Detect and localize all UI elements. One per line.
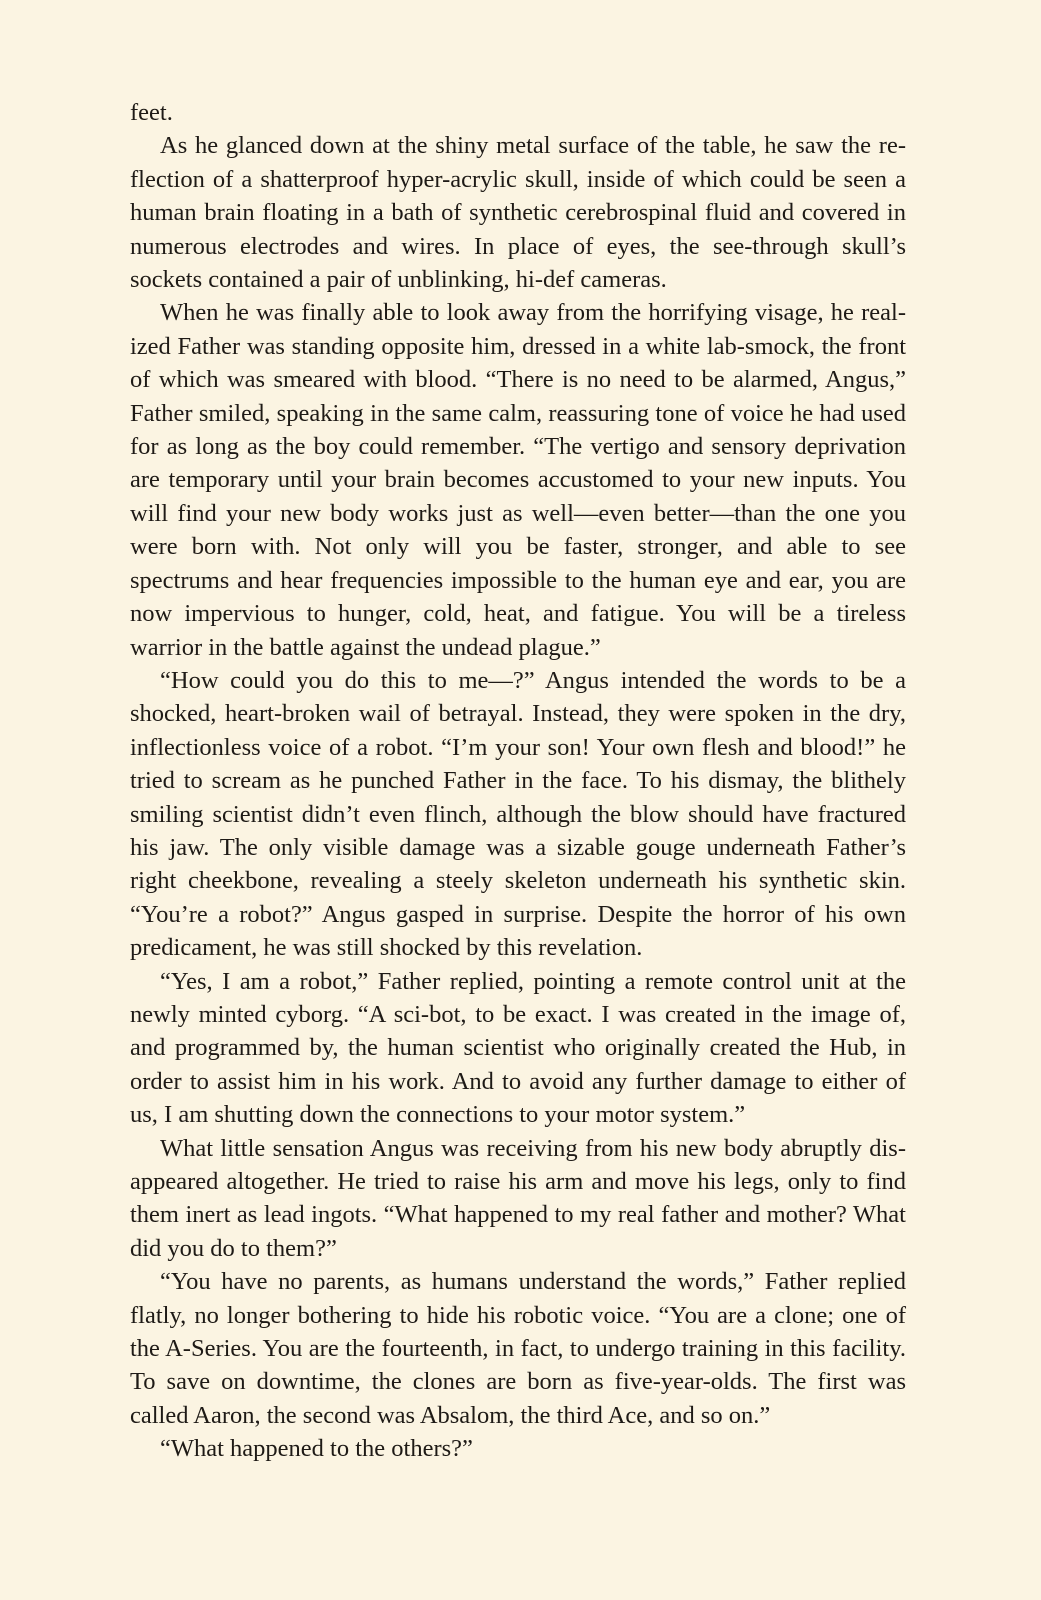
paragraph-sci-bot: “Yes, I am a robot,” Father replied, pointing a remote control unit at the newly minted cyborg. “A sci-bot, to be exact. I was created in the image of, and programmed by, the human scientist who originally created the Hub, in order to assist him in his work. And to avoid any further damage to either of us, I am shutting down the connections to your motor system.” (130, 967, 906, 1129)
paragraph-motor-shutdown: What little sensation Angus was receiving from his new body abruptly disappeared altogether. He tried to raise his arm and move his legs, only to find them inert as lead ingots. “What happened to my real father and mother? What did you do to them?” (130, 1134, 906, 1262)
paragraph-clone-reveal: “You have no parents, as humans understand the words,” Father replied flatly, no longer bothering to hide his robotic voice. “You are a clone; one of the A-Series. You are the fourteenth, in fact, to undergo training in this facility. To save on downtime, the clones are born as five-year-olds. The first was called Aaron, the second was Absalom, the third Ace, and so on.” (130, 1268, 906, 1429)
body-text (130, 96, 906, 1466)
paragraph-others-question: “What happened to the others?” (160, 1435, 473, 1463)
paragraph-angus-reacts: “How could you do this to me—?” Angus intended the words to be a shocked, heart-broken wail of betrayal. Instead, they were spoken in the dry, inflectionless voice of a robot. “I’m your son! Your own flesh and blood!” he tried to scream as he punched Father in the face. To his dismay, the blithely smiling scientist didn’t even flinch, although the blow should have fractured his jaw. The only visible damage was a sizable gouge underneath Father’s right cheekbone, revealing a steely skeleton underneath his synthetic skin. “You’re a robot?” Angus gasped in surprise. Despite the horror of his own predicament, he was still shocked by this revelation. (130, 666, 906, 962)
paragraph-reflection: As he glanced down at the shiny metal surface of the table, he saw the reflection of a shatterproof hyper-acrylic skull, inside of which could be seen a human brain floating in a bath of synthetic cerebrospinal fluid and covered in numerous electrodes and wires. In place of eyes, the see-through skull’s sockets contained a pair of unblinking, hi-def cameras. (130, 132, 906, 294)
paragraph-father-explains: When he was finally able to look away from the horrifying visage, he realized Father was standing opposite him, dressed in a white lab-smock, the front of which was smeared with blood. “There is no need to be alarmed, Angus,” Father smiled, speaking in the same calm, reassuring tone of voice he had used for as long as the boy could remember. “The vertigo and sensory deprivation are temporary until your brain becomes accustomed to your new inputs. You will find your new body works just as well—even better—than the one you were born with. Not only will you be faster, stronger, and able to see spectrums and hear frequencies impossible to the human eye and ear, you are now impervious to hunger, cold, heat, and fatigue. You will be a tireless warrior in the battle against the undead plague.” (130, 299, 906, 661)
paragraph-continuation: feet. (130, 99, 173, 126)
